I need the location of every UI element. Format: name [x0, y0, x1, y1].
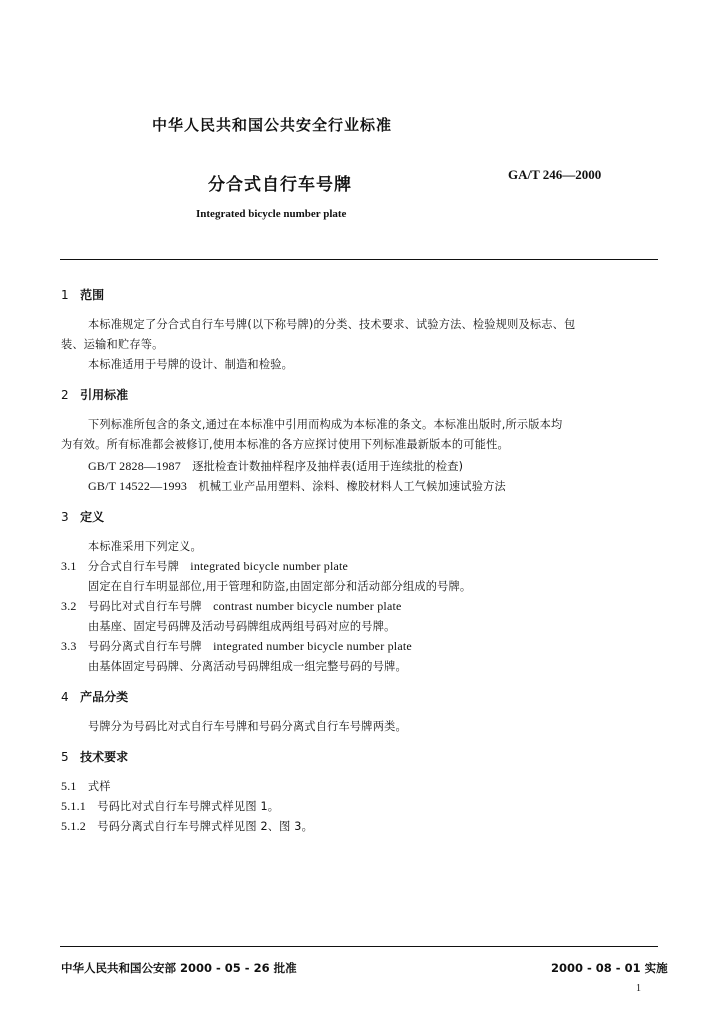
section-title: 定义 [80, 510, 105, 524]
definition-term-en: integrated bicycle number plate [190, 559, 349, 573]
definition-term: 号码比对式自行车号牌 [87, 600, 202, 613]
section-title: 引用标准 [80, 388, 129, 402]
definition-3-1-text: 固定在自行车明显部位,用于管理和防盗,由固定部分和活动部分组成的号牌。 [88, 580, 472, 593]
section-5-heading [61, 748, 128, 765]
s4-paragraph-1: 号牌分为号码比对式自行车号牌和号码分离式自行车号牌两类。 [88, 720, 407, 733]
section-title: 产品分类 [80, 690, 129, 704]
clause-number: 3.2 [61, 599, 77, 613]
reference-title: 逐批检查计数抽样程序及抽样表(适用于连续批的检查) [192, 460, 464, 473]
s1-paragraph-2: 本标准适用于号牌的设计、制造和检验。 [88, 358, 293, 371]
effective-date: 2000 - 08 - 01 实施 [551, 961, 668, 975]
definition-3-3-heading [61, 638, 412, 654]
footer-divider [60, 946, 658, 947]
definition-3-2-text: 由基座、固定号码牌及活动号码牌组成两组号码对应的号牌。 [88, 620, 396, 633]
definition-term: 号码分离式自行车号牌 [87, 640, 202, 653]
clause-number: 5.1 [61, 779, 77, 793]
reference-code: GB/T 2828—1987 [88, 459, 181, 473]
s2-paragraph-1a: 下列标准所包含的条文,通过在本标准中引用而构成为本标准的条文。本标准出版时,所示版本均 [88, 418, 563, 431]
document-title: 分合式自行车号牌 [208, 175, 352, 195]
section-title: 技术要求 [80, 750, 129, 764]
s2-paragraph-1b: 为有效。所有标准都会被修订,使用本标准的各方应探讨使用下列标准最新版本的可能性。 [61, 438, 509, 451]
clause-title: 式样 [87, 780, 111, 793]
definition-term: 分合式自行车号牌 [87, 560, 179, 573]
section-number: 5 [61, 750, 69, 764]
reference-title: 机械工业产品用塑料、涂料、橡胶材料人工气候加速试验方法 [198, 480, 506, 493]
clause-5-1-1 [61, 798, 279, 814]
section-number: 1 [61, 288, 69, 302]
definition-3-2-heading [61, 598, 402, 614]
definition-3-3-text: 由基体固定号码牌、分离活动号码牌组成一组完整号码的号牌。 [88, 660, 407, 673]
clause-5-1-2 [61, 818, 313, 834]
clause-number: 5.1.1 [61, 799, 86, 813]
clause-text: 号码比对式自行车号牌式样见图 1。 [97, 800, 280, 813]
definition-term-en: contrast number bicycle number plate [213, 599, 402, 613]
standard-code: GA/T 246—2000 [508, 167, 602, 182]
clause-text: 号码分离式自行车号牌式样见图 2、图 3。 [97, 820, 314, 833]
clause-5-1 [61, 778, 111, 794]
clause-number: 3.3 [61, 639, 77, 653]
header-divider [60, 259, 658, 260]
section-title: 范围 [80, 288, 105, 302]
section-number: 2 [61, 388, 69, 402]
section-2-heading [61, 386, 128, 403]
section-3-heading [61, 508, 104, 525]
english-title: Integrated bicycle number plate [196, 208, 347, 220]
section-number: 3 [61, 510, 69, 524]
section-4-heading [61, 688, 128, 705]
definition-3-1-heading [61, 558, 348, 574]
reference-2 [88, 478, 506, 494]
section-1-heading [61, 286, 104, 303]
section-number: 4 [61, 690, 69, 704]
s3-intro: 本标准采用下列定义。 [88, 540, 202, 553]
page-number: 1 [636, 983, 641, 994]
definition-term-en: integrated number bicycle number plate [213, 639, 412, 653]
approval-date: 中华人民共和国公安部 2000 - 05 - 26 批准 [61, 961, 297, 975]
reference-1 [88, 458, 463, 474]
s1-paragraph-1b: 装、运输和贮存等。 [61, 338, 164, 351]
clause-number: 3.1 [61, 559, 77, 573]
s1-paragraph-1a: 本标准规定了分合式自行车号牌(以下称号牌)的分类、技术要求、试验方法、检验规则及标志、包 [88, 318, 576, 331]
standard-type-heading: 中华人民共和国公共安全行业标准 [152, 116, 393, 134]
reference-code: GB/T 14522—1993 [88, 479, 188, 493]
clause-number: 5.1.2 [61, 819, 86, 833]
